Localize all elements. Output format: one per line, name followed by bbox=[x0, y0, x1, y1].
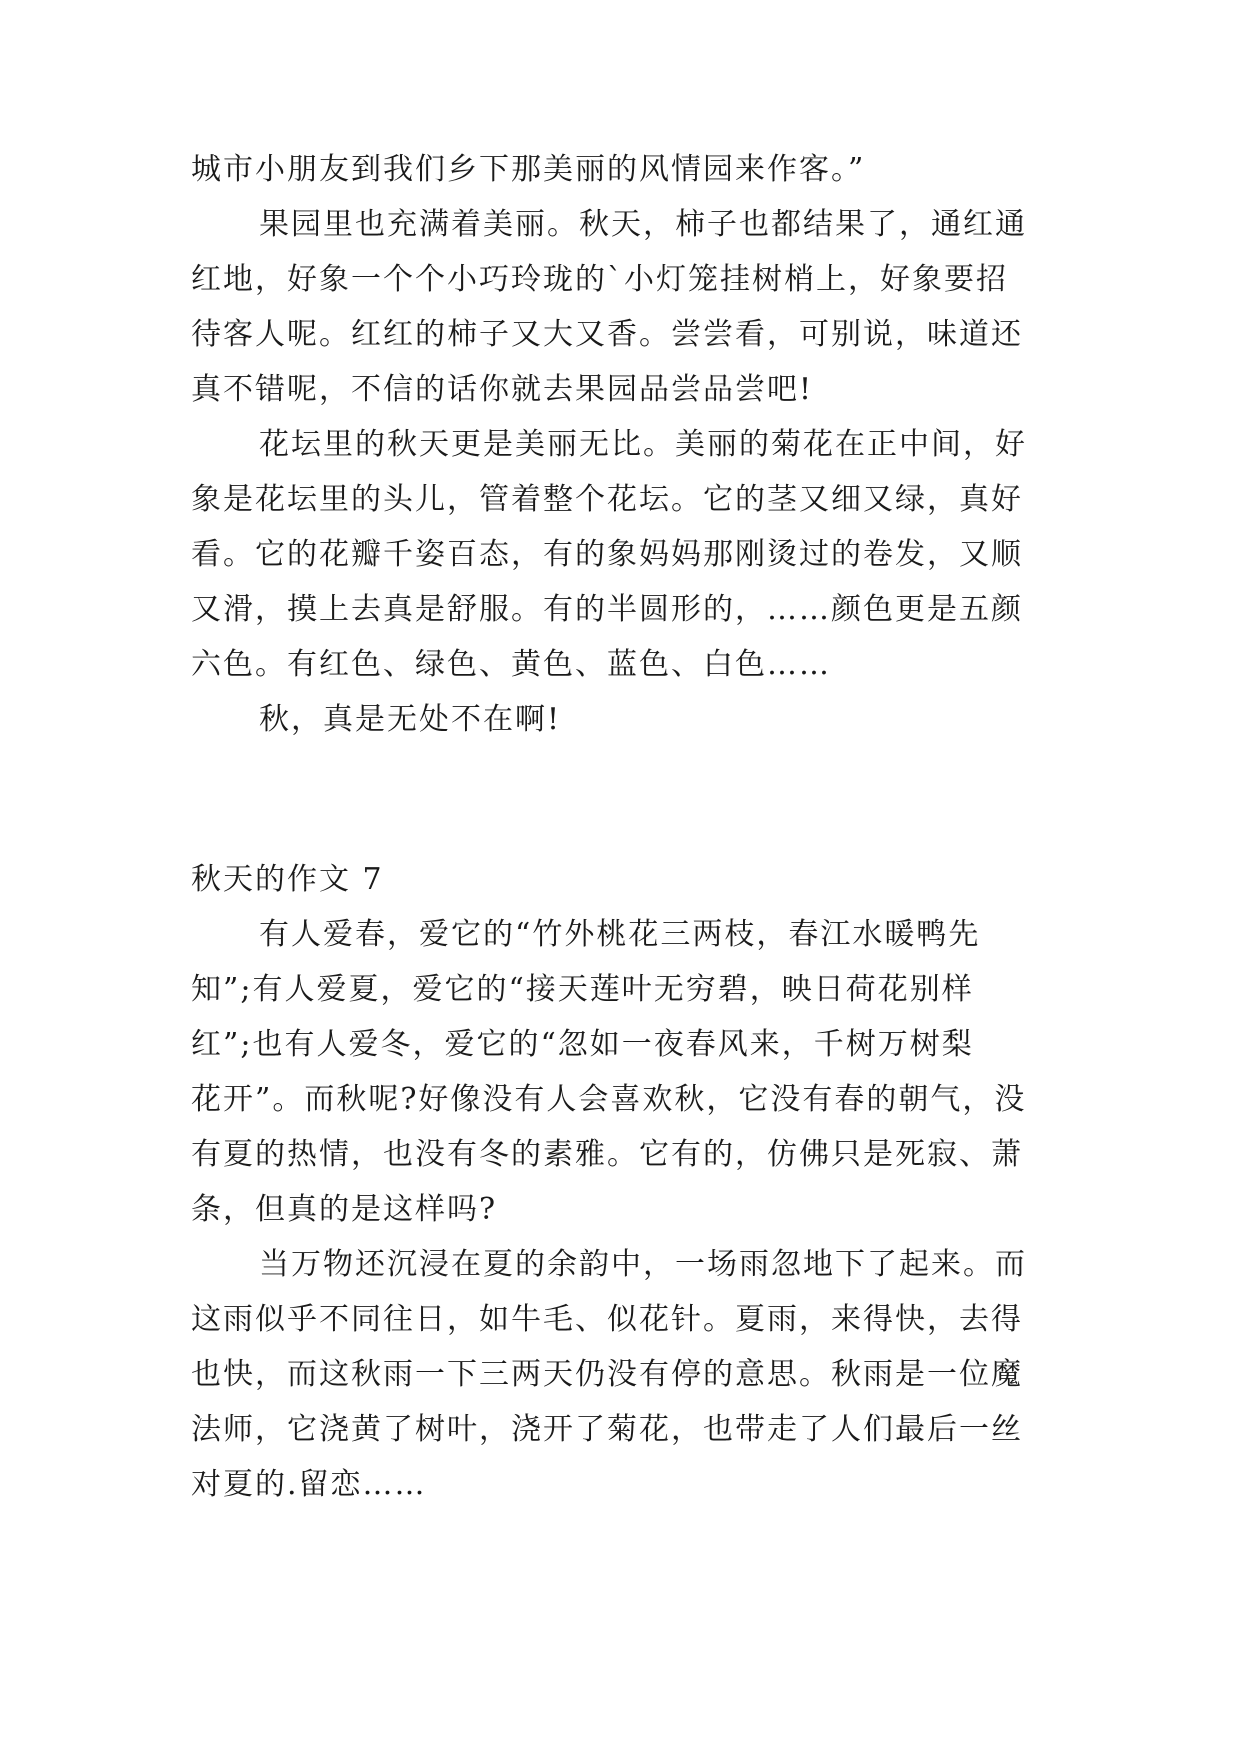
paragraph-start-line: 有人爱春，爱它的“竹外桃花三两枝，春江水暖鸭先 bbox=[259, 917, 981, 952]
text-line: 有夏的热情，也没有冬的素雅。它有的，仿佛只是死寂、萧 bbox=[191, 1137, 1023, 1172]
text-line: 城市小朋友到我们乡下那美丽的风情园来作客。” bbox=[191, 152, 866, 187]
text-line: 红”;也有人爱冬，爱它的“忽如一夜春风来，千树万树梨 bbox=[191, 1027, 974, 1062]
paragraph-start-line: 秋，真是无处不在啊! bbox=[259, 702, 562, 737]
essay-title: 秋天的作文 7 bbox=[191, 862, 384, 897]
text-line: 也快，而这秋雨一下三两天仍没有停的意思。秋雨是一位魔 bbox=[191, 1357, 1023, 1392]
text-line: 这雨似乎不同往日，如牛毛、似花针。夏雨，来得快，去得 bbox=[191, 1302, 1023, 1337]
text-line: 条，但真的是这样吗? bbox=[191, 1192, 498, 1227]
text-line: 知”;有人爱夏，爱它的“接天莲叶无穷碧，映日荷花别样 bbox=[191, 972, 974, 1007]
text-line: 象是花坛里的头儿，管着整个花坛。它的茎又细又绿，真好 bbox=[191, 482, 1023, 517]
text-line: 花开”。而秋呢?好像没有人会喜欢秋，它没有春的朝气，没 bbox=[191, 1082, 1027, 1117]
paragraph-start-line: 花坛里的秋天更是美丽无比。美丽的菊花在正中间，好 bbox=[259, 427, 1027, 462]
text-line: 待客人呢。红红的柿子又大又香。尝尝看，可别说，味道还 bbox=[191, 317, 1023, 352]
paragraph-start-line: 当万物还沉浸在夏的余韵中，一场雨忽地下了起来。而 bbox=[259, 1247, 1027, 1282]
paragraph-start-line: 果园里也充满着美丽。秋天，柿子也都结果了，通红通 bbox=[259, 207, 1027, 242]
text-line: 真不错呢，不信的话你就去果园品尝品尝吧! bbox=[191, 372, 814, 407]
text-line: 红地，好象一个个小巧玲珑的`小灯笼挂树梢上，好象要招 bbox=[191, 262, 1008, 297]
text-line: 六色。有红色、绿色、黄色、蓝色、白色…… bbox=[191, 647, 831, 682]
text-line: 法师，它浇黄了树叶，浇开了菊花，也带走了人们最后一丝 bbox=[191, 1412, 1023, 1447]
text-line: 看。它的花瓣千姿百态，有的象妈妈那刚烫过的卷发，又顺 bbox=[191, 537, 1023, 572]
text-line: 又滑，摸上去真是舒服。有的半圆形的，……颜色更是五颜 bbox=[191, 592, 1023, 627]
text-line: 对夏的.留恋…… bbox=[191, 1467, 427, 1502]
